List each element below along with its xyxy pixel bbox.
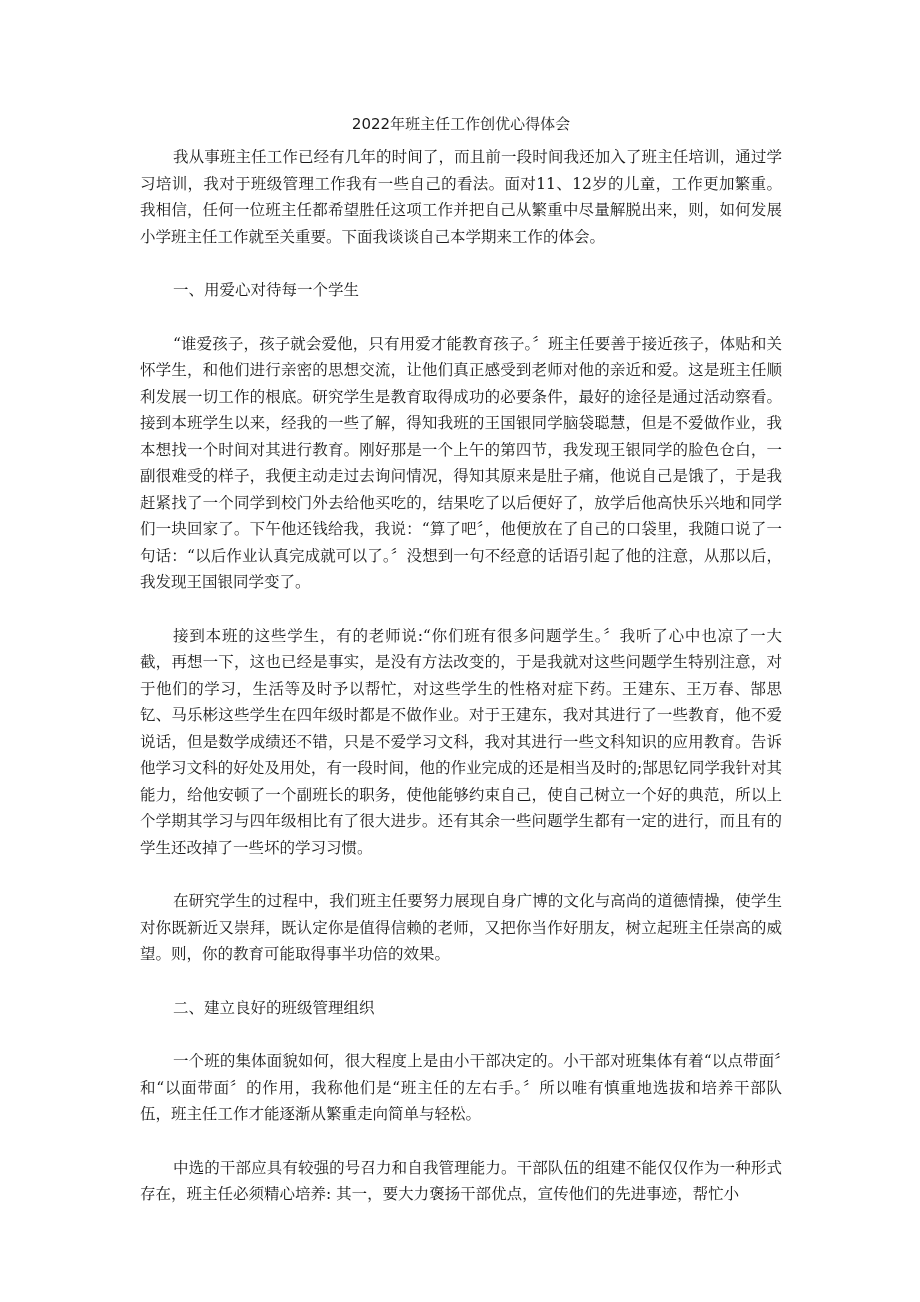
section-1-heading: 一、用爱心对待每一个学生 — [173, 281, 360, 299]
paragraph-gap — [140, 861, 782, 888]
paragraph-gap — [140, 1021, 782, 1048]
paragraph-gap — [140, 1128, 782, 1155]
document-page — [140, 112, 782, 1208]
section-2-heading: 二、建立良好的班级管理组织 — [173, 998, 375, 1017]
section-1-paragraph-2: 接到本班的这些学生，有的老师说:“你们班有很多问题学生。〞我听了心中也凉了一大截，再想一下，这也已经是事实，是没有方法改变的，于是我就对这些问题学生特别注意，对于他们的学习，生活等及时予以帮忙，对这些学生的性格对症下药。王建东、王万春、郜思钇、马乐彬这些学生在四年级时都是不做作业。对于王建东，我对其进行了一些教育，他不爱说话，但是数学成绩还不错，只是不爱学习文科，我对其进行一些文科知识的应用教育。告诉他学习文科的好处及用处，有一段时间，他的作业完成的还是相当及时的;郜思钇同学我针对其能力，给他安顿了一个副班长的职务，使他能够约束自己，使自己树立一个好的典范，所以上个学期其学习与四年级相比有了很大进步。还有其余一些问题学生都有一定的进行，而且有的学生还改掉了一些坏的学习习惯。 — [140, 626, 782, 857]
paragraph-gap — [140, 596, 782, 623]
paragraph-gap — [140, 968, 782, 995]
section-1-paragraph-3: 在研究学生的过程中，我们班主任要努力展现自身广博的文化与高尚的道德情操，使学生对你既新近又崇拜，既认定你是值得信赖的老师，又把你当作好朋友，树立起班主任崇高的威望。则，你的教育可能取得事半功倍的效果。 — [140, 892, 782, 963]
section-1-paragraph-1: “谁爱孩子，孩子就会爱他，只有用爱才能教育孩子。〞班主任要善于接近孩子，体贴和关怀学生，和他们进行亲密的思想交流，让他们真正感受到老师对他的亲近和爱。这是班主任顺利发展一切工作的根底。研究学生是教育取得成功的必要条件，最好的途径是通过活动察看。接到本班学生以来，经我的一些了解，得知我班的王国银同学脑袋聪慧，但是不爱做作业，我本想找一个时间对其进行教育。刚好那是一个上午的第四节，我发现王银同学的脸色仓白，一副很难受的样子，我便主动走过去询问情况，得知其原来是肚子痛，他说自己是饿了，于是我赶紧找了一个同学到校门外去给他买吃的，结果吃了以后便好了，放学后他高快乐兴地和同学们一块回家了。下午他还钱给我，我说：“算了吧〞，他便放在了自己的口袋里，我随口说了一句话：“以后作业认真完成就可以了。〞没想到一句不经意的话语引起了他的注意，从那以后，我发现王国银同学变了。 — [140, 334, 782, 591]
intro-paragraph: 我从事班主任工作已经有几年的时间了，而且前一段时间我还加入了班主任培训，通过学习培训，我对于班级管理工作我有一些自己的看法。面对11、12岁的儿童，工作更加繁重。我相信，任何一位班主任都希望胜任这项工作并把自己从繁重中尽量解脱出来，则，如何发展小学班主任工作就至关重要。下面我谈谈自己本学期来工作的体会。 — [140, 148, 782, 246]
paragraph-gap — [140, 304, 782, 331]
section-2-paragraph-2: 中选的干部应具有较强的号召力和自我管理能力。干部队伍的组建不能仅仅作为一种形式存在，班主任必须精心培养: 其一，要大力褒扬干部优点，宣传他们的先进事迹，帮忙小 — [140, 1158, 782, 1203]
paragraph-gap — [140, 250, 782, 277]
section-2-paragraph-1: 一个班的集体面貌如何，很大程度上是由小干部决定的。小干部对班集体有着“以点带面〞和“以面带面〞的作用，我称他们是“班主任的左右手。〞所以唯有慎重地选拔和培养干部队伍，班主任工作才能逐渐从繁重走向简单与轻松。 — [140, 1052, 782, 1123]
document-title: 2022年班主任工作创优心得体会 — [351, 115, 571, 133]
